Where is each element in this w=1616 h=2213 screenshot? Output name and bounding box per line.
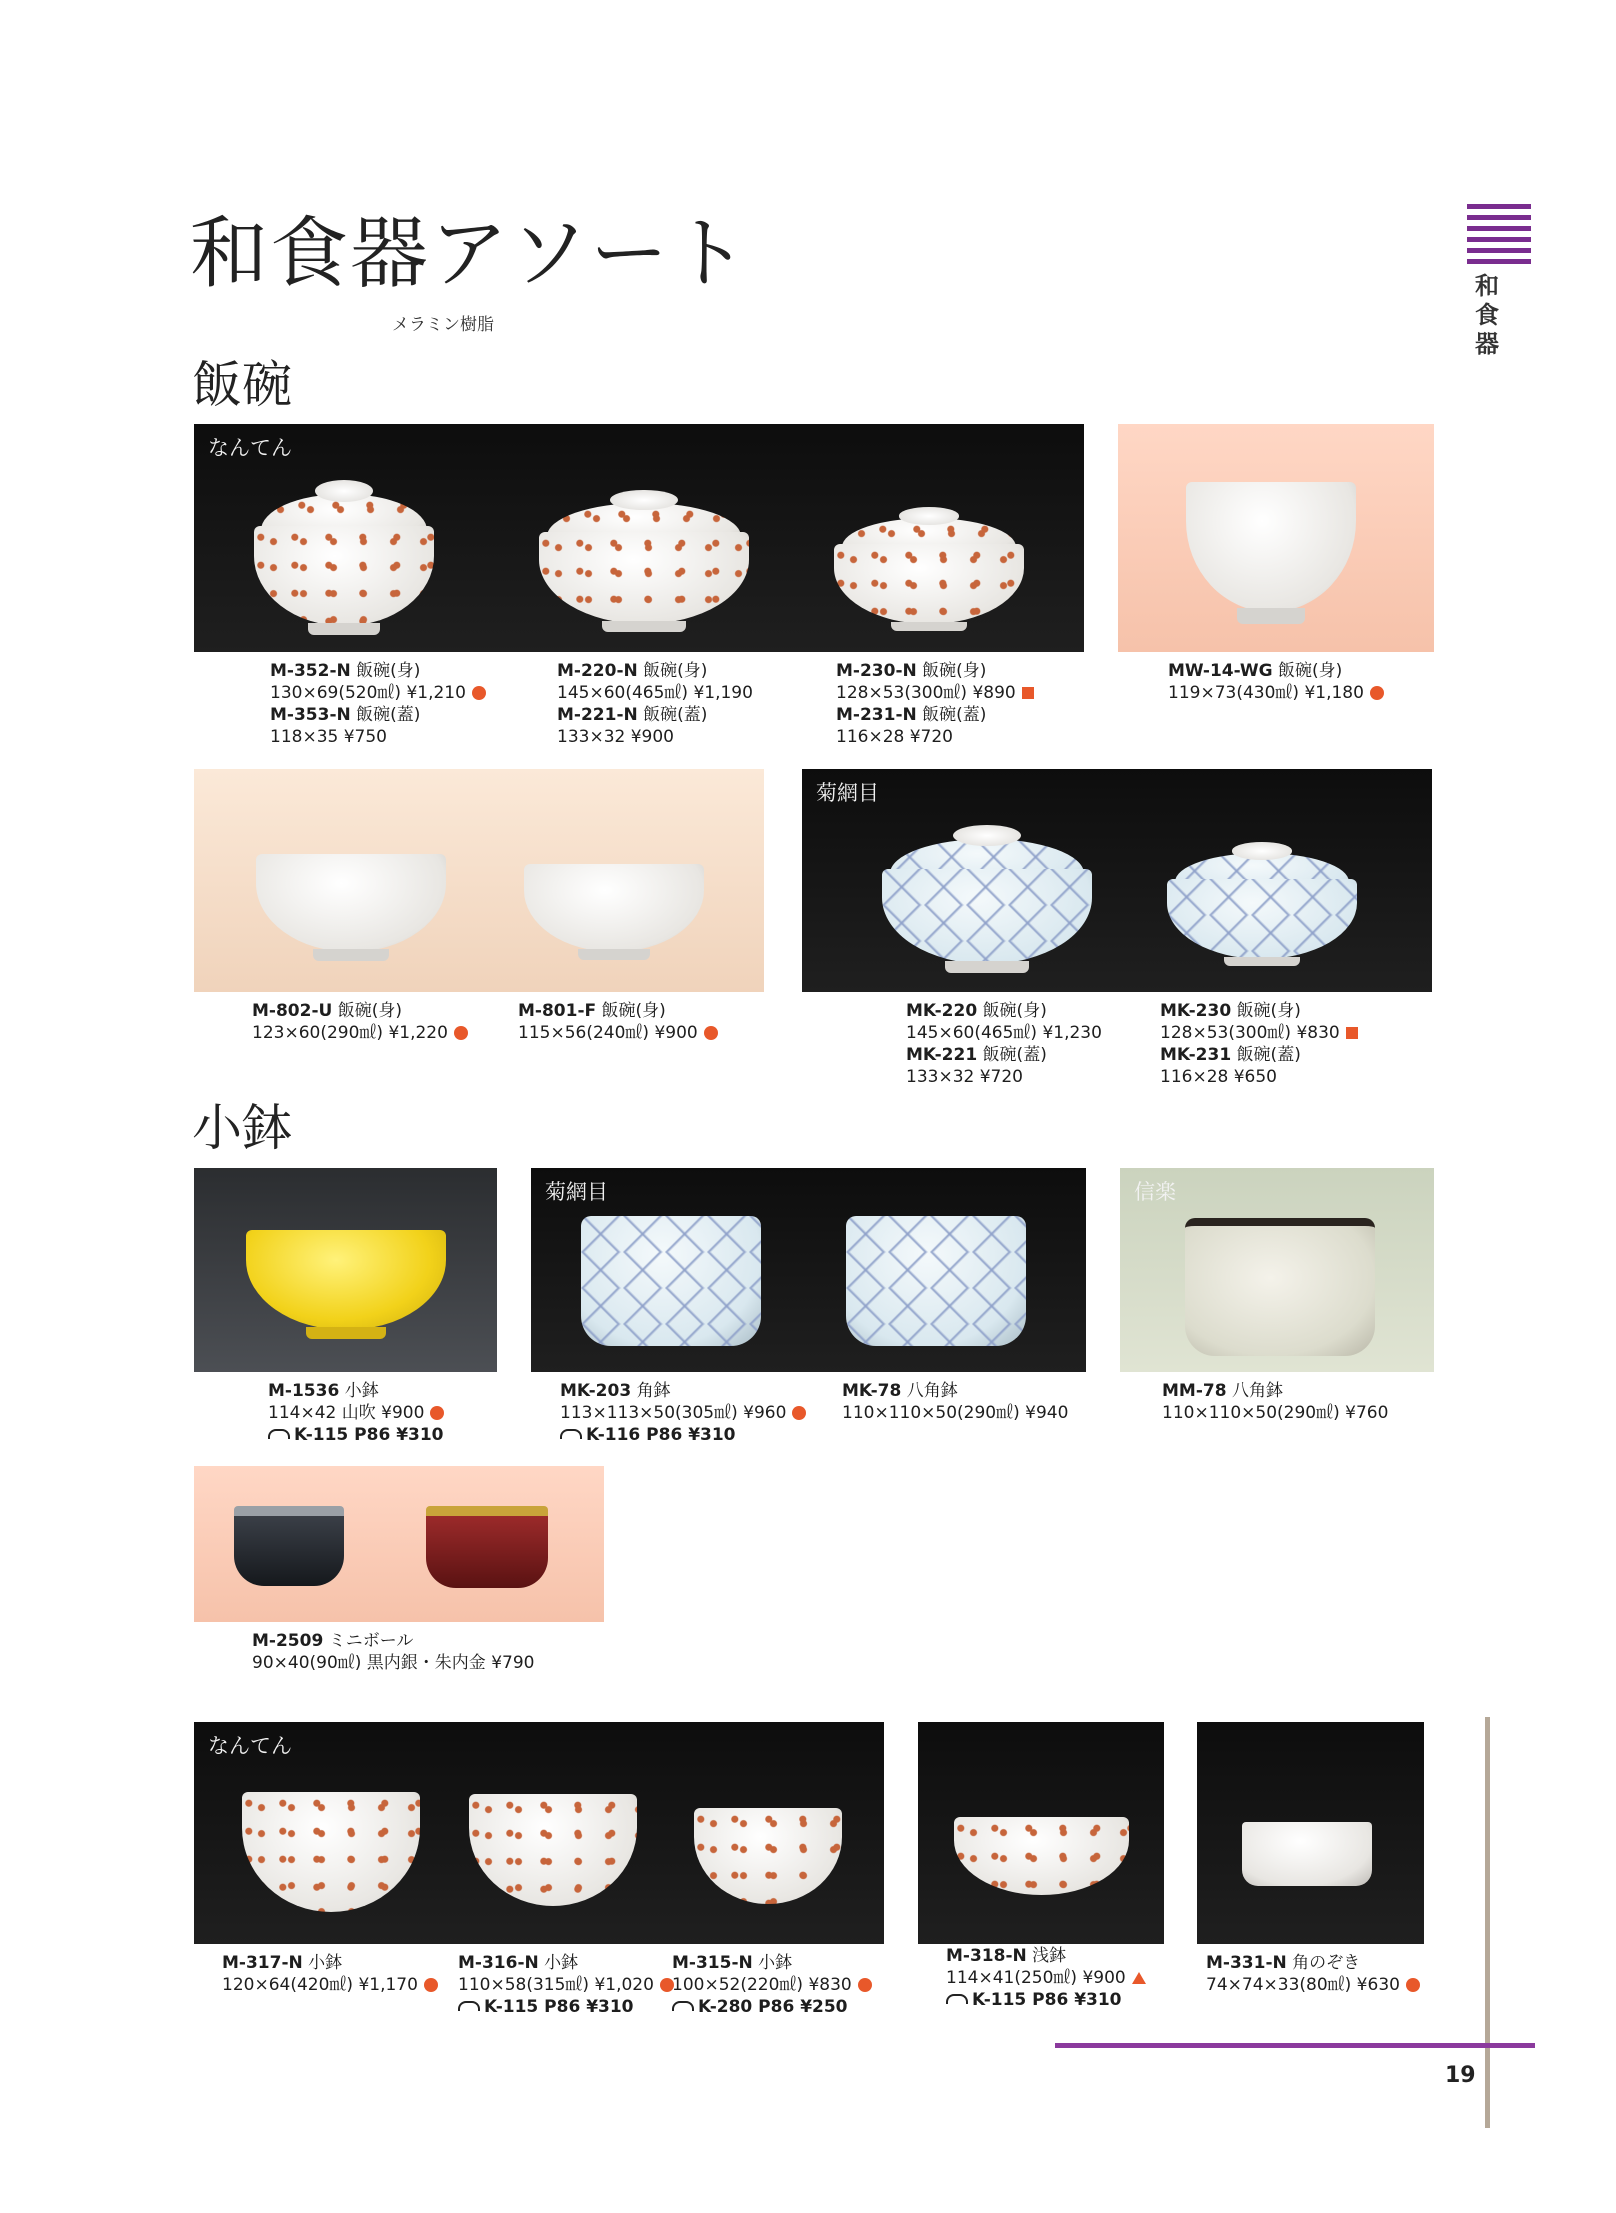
- product-code: M-220-N: [557, 661, 638, 681]
- product-spec: 114×41(250㎖) ¥900: [946, 1968, 1126, 1988]
- product-name: ミニボール: [328, 1631, 414, 1651]
- caption-m352: [270, 660, 486, 748]
- product-spec: 74×74×33(80㎖) ¥630: [1206, 1975, 1400, 1995]
- photo-m802-m801-bowls: [194, 769, 764, 992]
- product-code: M-801-F: [518, 1001, 597, 1021]
- page-subtitle: メラミン樹脂: [392, 315, 494, 335]
- circle-mark-icon: [472, 686, 486, 700]
- product-code: MK-221: [906, 1045, 978, 1065]
- caption-mw14: [1168, 660, 1384, 704]
- lid-info: K-115 P86 ¥310: [294, 1425, 444, 1445]
- caption-m316: [458, 1952, 674, 2018]
- product-name: 角鉢: [636, 1381, 671, 1401]
- caption-m315: [672, 1952, 872, 2018]
- product-spec: 116×28 ¥650: [1160, 1067, 1277, 1087]
- product-name: 飯碗(身): [1278, 661, 1343, 681]
- product-name: 飯碗(身): [1236, 1001, 1301, 1021]
- product-spec: 123×60(290㎖) ¥1,220: [252, 1023, 448, 1043]
- bowl-image: [469, 1794, 637, 1906]
- photo-m2509-mini-bowls: [194, 1466, 604, 1622]
- product-spec: 128×53(300㎖) ¥890: [836, 683, 1016, 703]
- bowl-image: [246, 1230, 446, 1330]
- product-name: 小鉢: [308, 1953, 343, 1973]
- circle-mark-icon: [424, 1978, 438, 1992]
- product-code: MK-203: [560, 1381, 632, 1401]
- caption-m1536: [268, 1380, 444, 1446]
- product-name: 飯碗(身): [337, 1001, 402, 1021]
- bowl-image: [1185, 1218, 1375, 1348]
- product-name: 飯碗(蓋): [643, 705, 708, 725]
- product-name: 八角鉢: [1231, 1381, 1283, 1401]
- circle-mark-icon: [1406, 1978, 1420, 1992]
- bowl-image: [581, 1216, 761, 1346]
- circle-mark-icon: [858, 1978, 872, 1992]
- product-code: M-231-N: [836, 705, 917, 725]
- product-spec: 110×58(315㎖) ¥1,020: [458, 1975, 654, 1995]
- lid-info: K-116 P86 ¥310: [586, 1425, 736, 1445]
- product-code: M-317-N: [222, 1953, 303, 1973]
- photo-tag: 菊網目: [816, 781, 879, 805]
- bowl-image: [882, 869, 1092, 964]
- product-name: 飯碗(蓋): [356, 705, 421, 725]
- product-name: 八角鉢: [906, 1381, 958, 1401]
- product-name: 飯碗(身): [982, 1001, 1047, 1021]
- product-name: 角のぞき: [1292, 1953, 1361, 1973]
- caption-mk203: [560, 1380, 806, 1446]
- photo-m1536-bowl: [194, 1168, 497, 1372]
- product-name: 飯碗(身): [922, 661, 987, 681]
- circle-mark-icon: [454, 1026, 468, 1040]
- footer-rule: [1055, 2043, 1535, 2048]
- caption-mk78: [842, 1380, 1068, 1424]
- caption-m317: [222, 1952, 438, 1996]
- product-spec: 133×32 ¥720: [906, 1067, 1023, 1087]
- product-spec: 120×64(420㎖) ¥1,170: [222, 1975, 418, 1995]
- product-spec: 130×69(520㎖) ¥1,210: [270, 683, 466, 703]
- bowl-image: [539, 532, 749, 624]
- caption-m331: [1206, 1952, 1420, 1996]
- product-spec: 145×60(465㎖) ¥1,190: [557, 683, 753, 703]
- product-code: MK-78: [842, 1381, 902, 1401]
- lid-icon: [672, 2001, 694, 2011]
- product-code: MM-78: [1162, 1381, 1227, 1401]
- caption-m801: [518, 1000, 718, 1044]
- side-category-label: 和食器: [1475, 272, 1499, 358]
- page-title: 和食器アソート: [190, 209, 751, 299]
- square-mark-icon: [1022, 687, 1034, 699]
- product-name: 飯碗(蓋): [922, 705, 987, 725]
- photo-tag: なんてん: [208, 1734, 292, 1758]
- bowl-image: [834, 544, 1024, 624]
- product-spec: 133×32 ¥900: [557, 727, 674, 747]
- side-bars-decoration: [1467, 204, 1531, 270]
- product-name: 飯碗(身): [643, 661, 708, 681]
- section-title-small-bowls: 小鉢: [192, 1099, 292, 1157]
- photo-tag: 信楽: [1134, 1180, 1176, 1204]
- caption-m220: [557, 660, 753, 748]
- bowl-image: [524, 864, 704, 952]
- caption-m230: [836, 660, 1034, 748]
- bowl-image: [1242, 1822, 1372, 1886]
- circle-mark-icon: [704, 1026, 718, 1040]
- bowl-image: [426, 1506, 548, 1578]
- bowl-image: [256, 854, 446, 952]
- caption-mk220: [906, 1000, 1102, 1088]
- lid-icon: [268, 1429, 290, 1439]
- photo-mm78-bowl: [1120, 1168, 1434, 1372]
- photo-kiku-rice-bowls: [802, 769, 1432, 992]
- bowl-image: [954, 1817, 1129, 1895]
- caption-m318: [946, 1945, 1146, 2011]
- product-code: MK-230: [1160, 1001, 1232, 1021]
- bowl-image: [242, 1792, 420, 1912]
- section-title-rice-bowls: 飯碗: [192, 356, 292, 414]
- product-code: M-221-N: [557, 705, 638, 725]
- product-spec: 115×56(240㎖) ¥900: [518, 1023, 698, 1043]
- circle-mark-icon: [430, 1406, 444, 1420]
- lid-icon: [560, 1429, 582, 1439]
- photo-tag: 菊網目: [545, 1180, 608, 1204]
- product-code: M-1536: [268, 1381, 340, 1401]
- product-code: M-316-N: [458, 1953, 539, 1973]
- product-spec: 114×42 山吹 ¥900: [268, 1403, 425, 1423]
- photo-kiku-small-bowls: [531, 1168, 1086, 1372]
- product-code: MK-220: [906, 1001, 978, 1021]
- lid-info: K-115 P86 ¥310: [972, 1990, 1122, 2010]
- lid-info: K-280 P86 ¥250: [698, 1997, 848, 2017]
- product-spec: 100×52(220㎖) ¥830: [672, 1975, 852, 1995]
- product-code: M-2509: [252, 1631, 324, 1651]
- product-code: MK-231: [1160, 1045, 1232, 1065]
- photo-mw14-bowl: [1118, 424, 1434, 652]
- bowl-image: [254, 526, 434, 626]
- bowl-image: [846, 1216, 1026, 1346]
- vertical-divider: [1485, 1717, 1490, 2128]
- product-spec: 145×60(465㎖) ¥1,230: [906, 1023, 1102, 1043]
- product-spec: 118×35 ¥750: [270, 727, 387, 747]
- product-name: 小鉢: [758, 1953, 793, 1973]
- page-number: 19: [1445, 2063, 1476, 2088]
- product-name: 飯碗(蓋): [982, 1045, 1047, 1065]
- photo-m318-bowl: [918, 1722, 1164, 1944]
- product-spec: 113×113×50(305㎖) ¥960: [560, 1403, 787, 1423]
- product-name: 飯碗(身): [356, 661, 421, 681]
- bowl-image: [1167, 879, 1357, 959]
- product-name: 小鉢: [344, 1381, 379, 1401]
- photo-m331-bowl: [1197, 1722, 1424, 1944]
- product-name: 飯碗(身): [601, 1001, 666, 1021]
- bowl-image: [234, 1506, 344, 1576]
- caption-m2509: [252, 1630, 534, 1674]
- triangle-mark-icon: [1132, 1972, 1146, 1984]
- product-code: M-352-N: [270, 661, 351, 681]
- product-spec: 90×40(90㎖) 黒内銀・朱内金 ¥790: [252, 1653, 535, 1673]
- product-spec: 110×110×50(290㎖) ¥940: [842, 1403, 1069, 1423]
- caption-mk230: [1160, 1000, 1358, 1088]
- product-code: MW-14-WG: [1168, 661, 1273, 681]
- caption-mm78: [1162, 1380, 1388, 1424]
- lid-icon: [458, 2001, 480, 2011]
- caption-m802: [252, 1000, 468, 1044]
- square-mark-icon: [1346, 1027, 1358, 1039]
- product-name: 小鉢: [544, 1953, 579, 1973]
- product-name: 浅鉢: [1032, 1946, 1067, 1966]
- bowl-image: [1186, 482, 1356, 612]
- lid-info: K-115 P86 ¥310: [484, 1997, 634, 2017]
- product-spec: 110×110×50(290㎖) ¥760: [1162, 1403, 1389, 1423]
- lid-icon: [946, 1994, 968, 2004]
- bowl-image: [694, 1808, 842, 1904]
- photo-nanten-rice-bowls: [194, 424, 1084, 652]
- product-name: 飯碗(蓋): [1236, 1045, 1301, 1065]
- product-code: M-315-N: [672, 1953, 753, 1973]
- product-code: M-802-U: [252, 1001, 333, 1021]
- circle-mark-icon: [1370, 686, 1384, 700]
- circle-mark-icon: [792, 1406, 806, 1420]
- product-code: M-318-N: [946, 1946, 1027, 1966]
- photo-tag: なんてん: [208, 436, 292, 460]
- product-spec: 116×28 ¥720: [836, 727, 953, 747]
- product-spec: 128×53(300㎖) ¥830: [1160, 1023, 1340, 1043]
- product-spec: 119×73(430㎖) ¥1,180: [1168, 683, 1364, 703]
- product-code: M-331-N: [1206, 1953, 1287, 1973]
- product-code: M-353-N: [270, 705, 351, 725]
- photo-nanten-small-bowls: [194, 1722, 884, 1944]
- product-code: M-230-N: [836, 661, 917, 681]
